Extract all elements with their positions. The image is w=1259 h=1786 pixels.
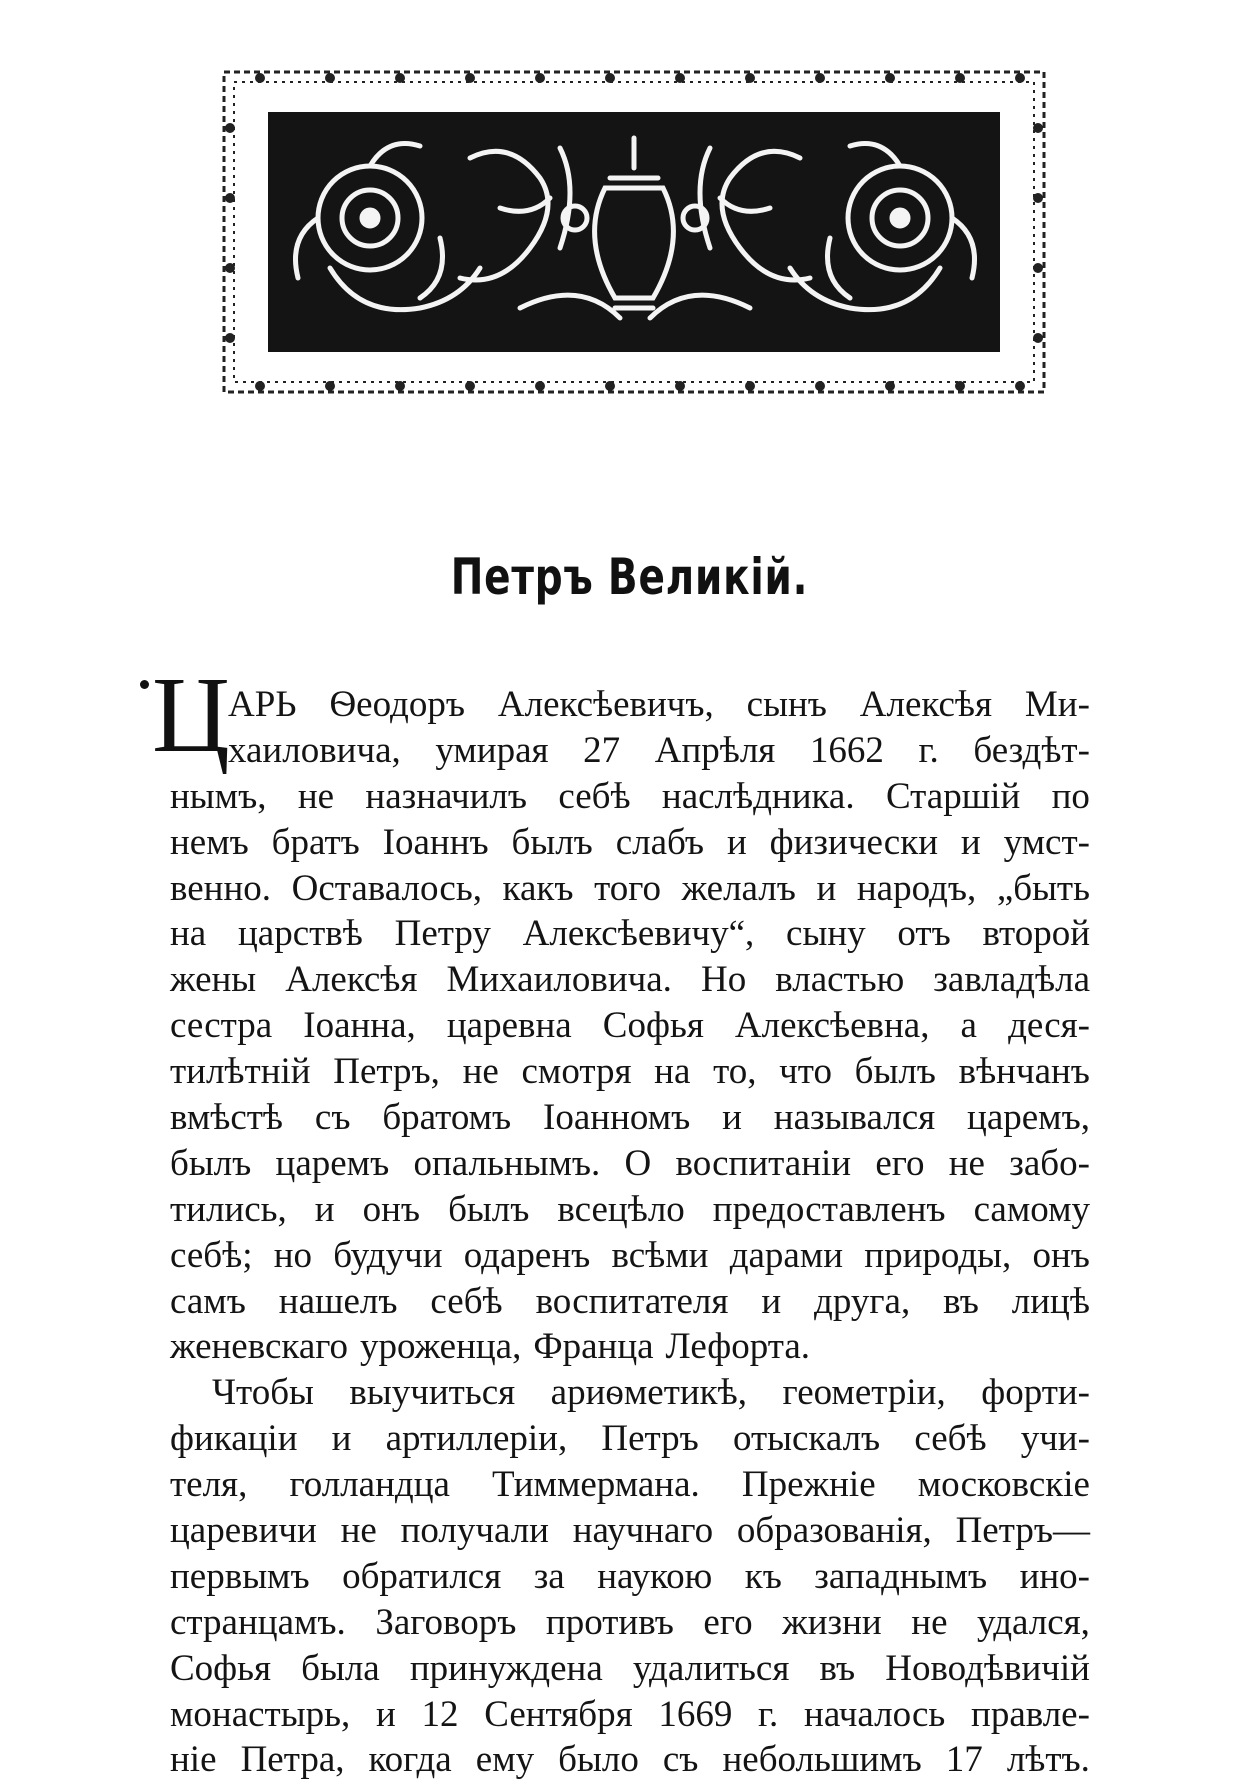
text-line: АРЬ Ѳеодоръ Алексѣевичъ, сынъ Алексѣя Ми-	[228, 684, 1090, 725]
text-line: царевичи не получали научнаго образованія, Петръ—	[170, 1510, 1090, 1552]
text-line: сестра Іоанна, царевна Софья Алексѣевна, а деся-	[170, 1005, 1090, 1047]
text-line: ніе Петра, когда ему было съ небольшимъ 17 лѣтъ.	[170, 1739, 1090, 1781]
text-line: нымъ, не назначилъ себѣ наслѣдника. Старшій по	[170, 775, 1090, 817]
text-line: первымъ обратился за наукою къ западнымъ ино-	[170, 1555, 1090, 1597]
drop-cap: Ц	[152, 656, 230, 775]
text-line: Софья была принуждена удалиться въ Новодѣвичій	[170, 1647, 1090, 1689]
text-line: фикаціи и артиллеріи, Петръ отыскалъ себѣ учи-	[170, 1418, 1090, 1460]
text-line: венно. Оставалось, какъ того желалъ и народъ, „быть	[170, 867, 1090, 909]
text-line: странцамъ. Заговоръ противъ его жизни не удался,	[170, 1601, 1090, 1643]
text-line: на царствѣ Петру Алексѣевичу“, сыну отъ второй	[170, 913, 1090, 955]
text-line: хаиловича, умирая 27 Апрѣля 1662 г. бездѣт-	[228, 729, 1090, 771]
text-line: самъ нашелъ себѣ воспитателя и друга, въ лицѣ	[170, 1280, 1090, 1322]
text-line: теля, голландца Тиммермана. Прежніе московскіе	[170, 1464, 1090, 1506]
body-text	[170, 682, 1090, 1783]
text-line: монастырь, и 12 Сентября 1669 г. началось правле-	[170, 1693, 1090, 1735]
drop-cap-dot-icon	[140, 680, 149, 689]
text-line: тилѣтній Петръ, не смотря на то, что былъ вѣнчанъ	[170, 1051, 1090, 1093]
text-line: былъ царемъ опальнымъ. О воспитаніи его не забо-	[170, 1142, 1090, 1184]
ornamental-headpiece-icon	[220, 68, 1048, 396]
text-line: тились, и онъ былъ всецѣло предоставленъ самому	[170, 1188, 1090, 1230]
text-line: Чтобы выучиться ариѳметикѣ, геометріи, форти-	[212, 1372, 1090, 1414]
ornamental-headpiece	[220, 68, 1048, 396]
text-line: жены Алексѣя Михаиловича. Но властью завладѣла	[170, 959, 1090, 1001]
text-line: немъ братъ Іоаннъ былъ слабъ и физически и умст-	[170, 821, 1090, 863]
text-line: женевскаго уроженца, Франца Лефорта.	[170, 1326, 811, 1368]
text-line: вмѣстѣ съ братомъ Іоанномъ и назывался царемъ,	[170, 1097, 1090, 1139]
text-line: себѣ; но будучи одаренъ всѣми дарами природы, онъ	[170, 1234, 1090, 1276]
page-title: Петръ Великій.	[450, 548, 809, 606]
